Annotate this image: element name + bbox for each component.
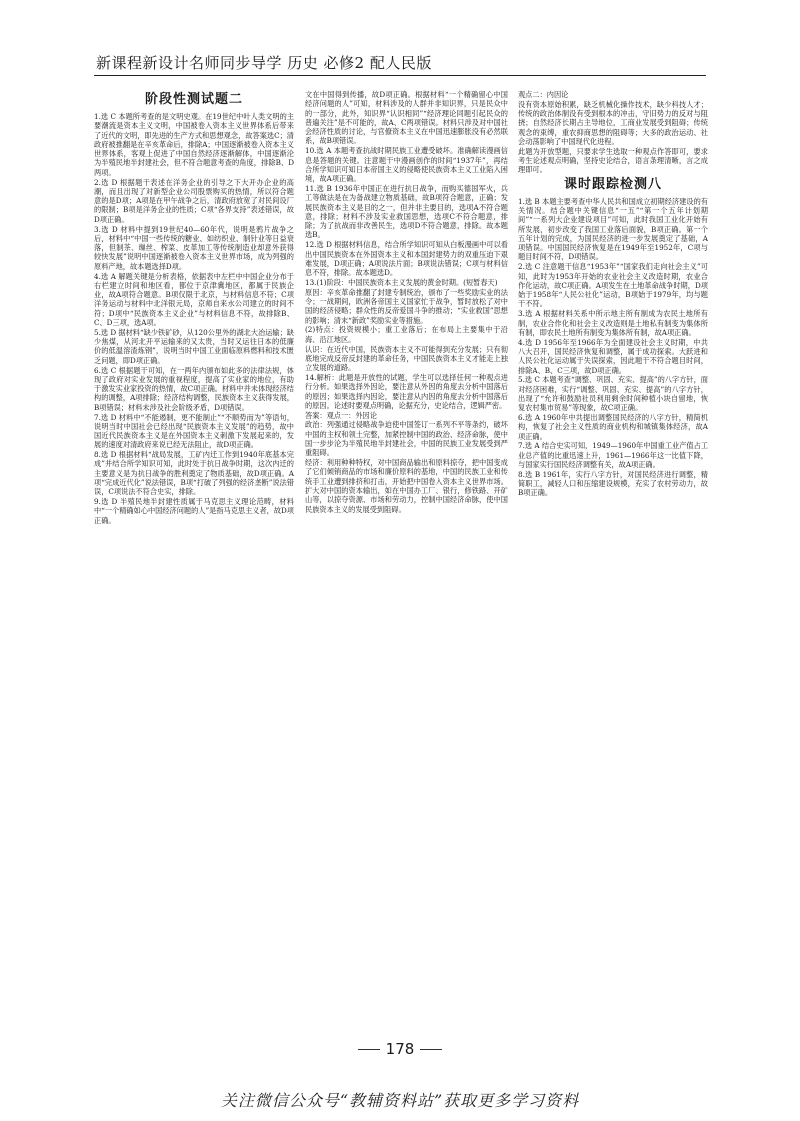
paragraph: 7.选 A 结合史实可知，1949—1960年中国重工业产值占工业总产值的比重迅速上升，1961—1966年这一比值下降，与国家实行国民经济调整有关，故A项正确。 — [518, 441, 708, 469]
page-number-text: 178 — [385, 1040, 415, 1058]
paragraph: 2.选 D 根据题干表述在洋务企业的引导之下大开办企业的高潮，而且出现了对新型企业公司股票购买的热情，所以符合题意的是D项；A项是在甲午战争之后，清政府放宽了对民间设厂的限制；B项是洋务企业的性质；C项“各界支持”表述错误，故D项正确。 — [94, 177, 294, 224]
page-header-title: 新课程新设计名师同步导学 历史 必修2 配人民版 — [96, 54, 432, 72]
paragraph: 3.选 A 根据材料关系中所示地主所有制成为农民土地所有制，农业合作化和社会主义改造则是土地私有制变为集体所有制，即农民土地所有制变为集体所有制，故A项正确。 — [518, 309, 708, 337]
paragraph: 10.选 A 本题考查抗战时期民族工业遭受破坏。准确解读漫画信息是答题的关键。注意题干中漫画创作的时间“1937年”，再结合所学知识可知日本帝国主义的侵略使民族资本主义工业陷入困境，故A项正确。 — [305, 146, 508, 184]
paragraph: 8.选 D 根据材料“战局发展，工矿内迁工作到1940年底基本完成”并结合所学知识可知，此时处于抗日战争时期，这次内迁的主要意义是为抗日战争的胜利奠定了物质基础，故D项正确。A项“完成近代化”说法错误，B项“打破了列强的经济垄断”说法错误，C项说法不符合史实，排除。 — [94, 450, 294, 497]
paragraph: 2.选 C 注意题干信息“1953年”“国家我们走向社会主义”可知，此时为1953年开始的农业社会主义改造时期，农业合作化运动，故C项正确。A项发生在土地革命战争时期，D项始于1958年“人民公社化”运动，B项始于1979年，均与题干不符。 — [518, 262, 708, 309]
section-title-lesson-test: 课时跟踪检测八 — [563, 176, 662, 192]
column-right-paragraphs-bottom — [518, 197, 708, 498]
paragraph: 6.选 C 根据题干可知，在一两年内颁布如此多的法律法规，体现了政府对实业发展的重视程度，提高了实业家的地位，有助于激发实业家投资的热情，故C项正确。材料中并未体现经济结构的调整，A项排除；经济结构调整，民族资本主义获得发展，B项错误；材料未涉及社会阶级矛盾，D项错误。 — [94, 365, 294, 412]
paragraph: 14.解析：此题是开放性的试题，学生可以选择任何一种观点进行分析。如果选择外因论，要注意从外因的角度去分析中国落后的原因；如果选择内因论，要注意从内因的角度去分析中国落后的原因。论述时要观点明确，论据充分，史论结合，逻辑严密。 — [305, 372, 508, 410]
paragraph: 文在中国得到传播，故D项正确。根据材料“一个精确留心中国经济问题的人”可知，材料涉及的人群并非知识界，只是民众中的一部分，此外，知识界“认识相同”“经济理论同题引起民众的普遍关注”是不可能的，故A、C两项错误。材料只涉及对中国社会经济性质的讨论，与官僚资本主义在中国迅速膨胀没有必然联系，故B项错误。 — [305, 90, 508, 146]
column-middle — [305, 90, 508, 1035]
paragraph: 观点二：内因论 — [518, 90, 569, 99]
paragraph: 3.选 D 材料中提到19世纪40—60年代，说明是鸦片战争之后，材料中“中国一些传统的糖业、如纺织业、制针业等日益衰落，但制茶、缫丝、榨菜、皮革加工等传统制造业却意外获得较快发展”说明中国逐渐被卷入资本主义世界市场，成为列强的原料产地，故本题选择D项。 — [94, 224, 294, 271]
paragraph: 没有资本原始积累，缺乏机械化操作技术，缺少科技人才；传统的政治体制没有受到根本的冲击，守旧势力的反对与阻挠；自然经济长期占主导地位，工商业发展受到阻碍；传统观念的束缚，重农抑商思想的阻碍等；大多的政治运动、社会动荡影响了中国现代化进程。 — [518, 99, 708, 146]
page-number-dash-left — [358, 1049, 380, 1050]
page-number — [0, 1040, 800, 1058]
column-left — [94, 90, 294, 1040]
paragraph: 5.选 C 本题考查“调整、巩固、充实、提高”的八字方针，面对经济困难，实行“调整、巩固、充实、提高”的八字方针，出现了“允许和鼓励社员利用剩余时间种植小块自留地，恢复农村集市贸易”等现象，故C项正确。 — [518, 375, 708, 413]
paragraph: 原因：辛亥革命推翻了封建专制统治，颁布了一些奖励实业的法令；一战期间，欧洲各帝国主义国家忙于战争，暂时放松了对中国的经济侵略；群众性的反帝爱国斗争的推动；“实业救国”思想的影响；清末“新政”奖励实业等措施。 — [305, 287, 508, 325]
paragraph: 12.选 D 根据材料信息，结合所学知识可知从白板漫画中可以看出中国民族资本在外国资本主义和本国封建势力的双重压迫下艰难发展，D项正确；A项说法片面；B项说法错误；C项与材料信息不符，排除。故本题选D。 — [305, 240, 508, 278]
paragraph: 1.选 C 本题所考查的是文明史观。在19世纪中叶人类文明的主要潮流是资本主义文明，中国被卷入资本主义世界体系后带来了近代的文明，即先进的生产方式和思想观念，故答案选C；清政府被推翻是在辛亥革命后，排除A；中国逐渐被卷入资本主义世界体系，客观上促进了中国自然经济逐渐解体，中国逐渐沦为半殖民地半封建社会，但不符合题意考查的角度，排除B、D两项。 — [94, 112, 294, 177]
column-right — [518, 90, 708, 1035]
paragraph: 6.选 A 1960年中共提出调整国民经济的八字方针，精简机构，恢复了社会主义性质的商业机构和城镇集体经济，故A项正确。 — [518, 413, 708, 441]
paragraph: 经济：利用种种特权，对中国商品输出和原料掠夺，把中国变成了它们倾销商品的市场和廉价原料的基地，中国的民族工业和传统手工业遭到排挤和打击，开始把中国卷入资本主义世界市场。扩大对中国的资本输出，如在中国办工厂、银行，修铁路、开矿山等，以掠夺资源、市场和劳动力，控制中国经济命脉，使中国民族资本主义的发展受到阻碍。 — [305, 458, 508, 514]
column-middle-paragraphs — [305, 90, 508, 514]
paragraph: 9.选 D 半殖民地半封建性质属于马克思主义理论范畴，材料中“一个精确如心中国经济问题的人”是指马克思主义者，故D项正确。 — [94, 497, 294, 525]
footer-promo-note: 关注微信公众号“教辅资料站”获取更多学习资料 — [220, 1091, 580, 1110]
paragraph: 4.选 A 解题关键是分析表格，依据表中左栏中中国企业分布于右栏建立时间和地区看，都位于京津冀地区，都属于民族企业，故A项符合题意。B项仅限于北京，与材料信息不符；C项洋务运动与材料中北洋银元局，京师自来水公司建立的时间不符；D项中“民族资本主义企业”与材料信息不符，故排除B、C、D三项，选A项。 — [94, 271, 294, 328]
paragraph: 认识：在近代中国，民族资本主义不可能得到充分发展；只有彻底地完成反帝反封建的革命任务，中国民族资本主义才能走上独立发展的道路。 — [305, 344, 508, 373]
header-rule — [94, 75, 706, 76]
paragraph: 此题为开放型题，只要求学生选取一种观点作答即可，要求考生论述观点明确，坚持史论结合，语言条理清晰，言之成理即可。 — [518, 146, 708, 175]
paragraph: (2)特点：投资规模小；重工业落后；在布局上主要集中于沿海、沿江地区。 — [305, 325, 508, 344]
paragraph: 4.选 D 1956年至1966年为全面建设社会主义时期，中共八大召开，国民经济恢复和调整，属于成功探索。大跃进和人民公社化运动属于失误探索，因此题干不符合题目时间，排除A、B、C三项，故D项正确。 — [518, 337, 708, 375]
paragraph: 政治：列强通过侵略战争迫使中国签订一系列不平等条约，破坏中国的主权和领土完整，加紧控制中国的政治、经济命脉，使中国一步步沦为半殖民地半封建社会，中国的民族工业发展受到严重阻碍。 — [305, 420, 508, 458]
column-left-paragraphs — [94, 112, 294, 525]
paragraph: 7.选 D 材料中“不能遏制，更不能制止”“不顺势而为”等语句，说明当时中国社会已经出现“民族资本主义发展”的趋势，故中国近代民族资本主义是在外国资本主义刺激下发展起来的，发展的速度对清政府来说已经无法阻止，故D项正确。 — [94, 412, 294, 450]
page-number-dash-right — [420, 1049, 442, 1050]
paragraph: 8.选 B 1961年，实行八字方针，对国民经济进行调整，精简职工，减轻人口和压缩建设规模，充实了农村劳动力，故B项正确。 — [518, 469, 708, 498]
paragraph: 5.选 D 据材料“缺少铁矿砂，从120公里外的湖北大冶运输；缺少焦煤，从河北开平运输来的又太贵，当时又运往日本的低廉价的低温溶渣炼钢”，说明当时中国工业面临原料燃料和技术匮乏问题，即D项正确。 — [94, 327, 294, 365]
paragraph: 13.(1)阶段：中国民族资本主义发展的黄金时期。(短暂春天) — [305, 277, 498, 287]
paragraph: 1.选 B 本题主要考查中华人民共和国成立初期经济建设的有关情况。结合题中关键信息“一五”“第一个五年计划期间”“一系列大企业建设项目”可知，此时我国工业化开始有所发展，初步改变了我国工业落后面貌，B项正确。第一个五年计划的完成，为国民经济的进一步发展奠定了基础，A项错误。中国国民经济恢复是在1949年至1952年，C项与题目时间不符，D项错误。 — [518, 196, 708, 262]
column-right-paragraphs-top — [518, 90, 708, 175]
paragraph: 11.选 B 1936年中国正在进行抗日战争，而购买德国军火，兵工等做法是在为备战建立物质基础，故B项符合题意，正确；发展民族资本主义是目的之一，但并非主要目的，选项A不符合题意，排除；材料不涉及实业救国思想，选项C不符合题意，排除；为了抗战而非改善民生，选项D不符合题意，排除。故本题选B。 — [305, 183, 508, 240]
section-title-stage-test: 阶段性测试题二 — [144, 92, 243, 107]
paragraph: 答案：观点一：外因论 — [305, 410, 377, 420]
